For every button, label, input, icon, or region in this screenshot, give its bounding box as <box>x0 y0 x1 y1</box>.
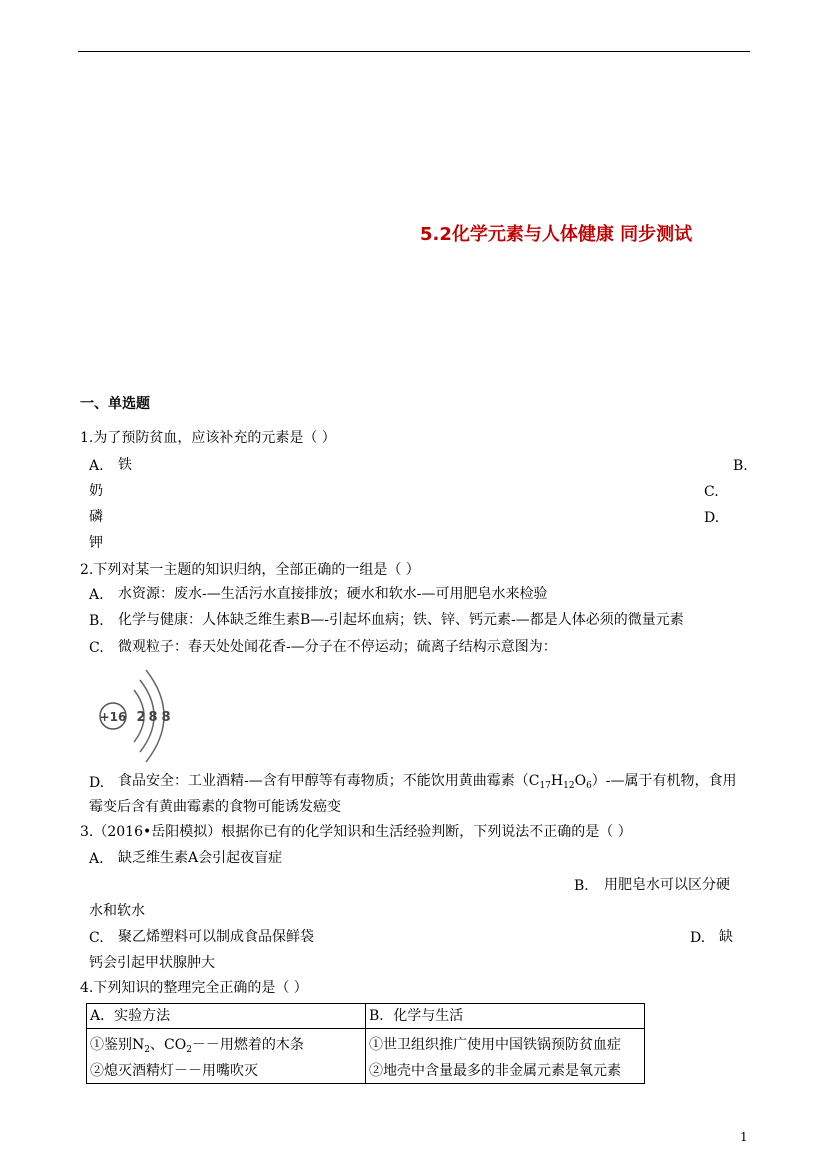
q3-stem: 3.（2016•岳阳模拟）根据你已有的化学知识和生活经验判断，下列说法不正确的是（ ） <box>80 824 632 840</box>
q2-option-c-text: 微观粒子：春天处处闻花香-—分子在不停运动；硫离子结构示意图为： <box>118 639 557 655</box>
section-heading: 一、单选题 <box>80 396 150 412</box>
q1-stem: 1.为了预防贫血，应该补充的元素是（ ） <box>80 430 336 446</box>
q4-a-item-1: ①鉴别$N_2$、$CO_2--$用燃着的木条 <box>90 1037 304 1055</box>
q3-option-b-continuation: 水和软水 <box>89 903 145 919</box>
header-rule <box>78 51 750 52</box>
q3-option-c-text: 聚乙烯塑料可以制成食品保鲜袋 <box>118 929 314 945</box>
q4-stem: 4.下列知识的整理完全正确的是（ ） <box>80 980 308 996</box>
q1-option-a-letter: A. <box>89 458 104 474</box>
shell-1-electrons: 2 <box>136 710 146 725</box>
q1-option-d-letter: D. <box>704 510 720 526</box>
q1-option-b-letter: B. <box>733 458 748 474</box>
q4-col-b-header: B．化学与生活 <box>366 1004 645 1029</box>
page-title: 5.2化学元素与人体健康 同步测试 <box>420 224 693 245</box>
table-row <box>87 1029 645 1084</box>
q2-option-b-letter: B. <box>89 613 104 629</box>
q1-option-c-text: 磷 <box>89 509 103 525</box>
q4-col-b-content <box>366 1029 645 1084</box>
q4-b-item-2: ②地壳中含量最多的非金属元素是氧元素 <box>369 1063 621 1079</box>
q2-stem: 2.下列对某一主题的知识归纳，全部正确的一组是（ ） <box>80 562 420 578</box>
q2-option-d-letter: D. <box>89 775 105 791</box>
q3-option-a-text: 缺乏维生素A会引起夜盲症 <box>118 850 283 866</box>
q3-option-c-letter: C. <box>89 930 104 946</box>
page-number: 1 <box>740 1130 748 1144</box>
q3-option-d-continuation: 钙会引起甲状腺肿大 <box>89 955 215 971</box>
q4-table <box>86 1003 645 1084</box>
q3-option-a-letter: A. <box>89 851 104 867</box>
q2-option-a-letter: A. <box>89 587 104 603</box>
q2-option-d-continuation: 霉变后含有黄曲霉素的食物可能诱发癌变 <box>89 799 341 815</box>
q4-col-a-content <box>87 1029 366 1084</box>
q1-option-d-text: 钾 <box>89 535 103 551</box>
q3-option-b-letter: B. <box>574 878 589 894</box>
q1-option-c-letter: C. <box>704 484 719 500</box>
q3-option-d-text: 缺 <box>719 929 733 945</box>
q2-option-d-text: 食品安全：工业酒精-—含有甲醇等有毒物质；不能饮用黄曲霉素$(C_{17}H_{12}O_6)-—$属于有机物，食用 <box>118 773 737 791</box>
shell-2-electrons: 8 <box>148 710 158 725</box>
q4-a-item-2: ②熄灭酒精灯－－用嘴吹灭 <box>90 1063 258 1079</box>
q3-option-d-letter: D. <box>690 930 706 946</box>
nucleus-charge: +16 <box>99 710 127 724</box>
q4-b-item-1: ①世卫组织推广使用中国铁锅预防贫血症 <box>369 1037 621 1053</box>
shell-3-electrons: 8 <box>161 710 171 725</box>
sulfur-ion-structure-diagram <box>96 668 186 768</box>
q1-option-b-text: 奶 <box>89 483 103 499</box>
q2-option-b-text: 化学与健康：人体缺乏维生素B—-引起坏血病；铁、锌、钙元素-—都是人体必须的微量元素 <box>118 612 684 628</box>
q4-col-a-header: A．实验方法 <box>87 1004 366 1029</box>
table-row <box>87 1004 645 1029</box>
q3-option-b-text: 用肥皂水可以区分硬 <box>604 877 730 893</box>
q1-option-a-text: 铁 <box>118 457 132 473</box>
q2-option-a-text: 水资源：废水-—生活污水直接排放；硬水和软水-—可用肥皂水来检验 <box>118 586 548 602</box>
q2-option-c-letter: C. <box>89 640 104 656</box>
